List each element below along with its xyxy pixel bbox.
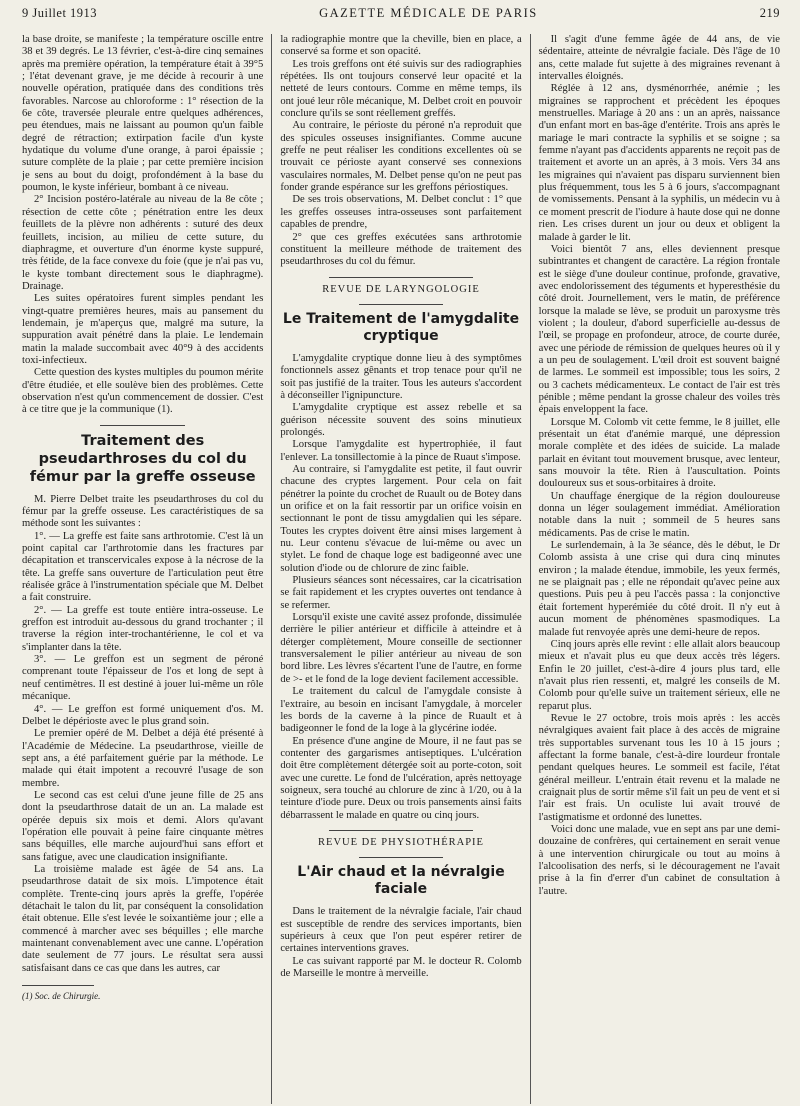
- paragraph: 1°. — La greffe est faite sans arthrotomie. C'est là un point capital car l'arthrotomie dans les fractures par décapitation et transcervicales expose à la nécrose de la tête. La greffe sans ouverture de l'articulation peut être réalisée grâce à l'instrumentation spéciale que M. Delbet a fait construire.: [22, 530, 264, 604]
- paragraph: la base droite, se manifeste ; la température oscille entre 38 et 39 degrés. Le 13 février, c'est-à-dire cinq semaines après ma première opération, la température était à 39°5 ; l'état devenant grave, je me décide à recourir à une nouvelle opération, pratiquée dans des conditions très favorables. Narcose au chloroforme : 1° résection de la 6e côte, traversée pleurale entre quelques adhérences, peu étendues, mais ne laissant au poumon qu'un faible degré de rétraction; extirpation facile d'un kyste hydatique du volume d'une orange, à paroi épaissie ; suture complète de la plaie ; par cette première incision je sens au bout du doigt, profondément à la base du poumon, le kyste inférieur, bombant à ce niveau.: [22, 34, 264, 194]
- text-columns: [22, 34, 780, 1104]
- paragraph: Voici donc une malade, vue en sept ans par une demi-douzaine de confrères, qui certainement en serait venue à une intervention chirurgicale ou tout au moins à l'alcoolisation des nerfs, si le découragement ne l'avait prise à la fin d'errer d'un cabinet de consultation à l'autre.: [538, 824, 780, 897]
- paragraph: Voici bientôt 7 ans, elles deviennent presque subintrantes et changent de caractère. La région frontale est le siège d'une douleur continue, profonde, gravative, avec endolorissement des téguments et hyperesthésie du côté droit. Journellement, vers le matin, de préférence lorsque la malade se lève, se produit un paroxysme très violent ; la douleur, d'abord superficielle au-dessus de l'œil, se propage en profondeur, atroce, de courte durée, avec une période de rémission de quelques heures où il y a un peu de soulagement. L'œil droit est souvent baigné de larmes. Le sommeil est impossible; tous les soirs, 2 ou 3 cachets médicamenteux. Le contact de l'air est très pénible ; même pendant la grosse chaleur des voiles très épais enveloppent la face.: [538, 243, 780, 416]
- article-title-pseudarthroses: Traitement des pseudarthroses du col du fémur par la greffe osseuse: [29, 432, 256, 485]
- paragraph: Dans le traitement de la névralgie faciale, l'air chaud est susceptible de rendre des services importants, bien supérieurs à ceux que l'on peut espérer retirer de certaines interventions graves.: [280, 906, 522, 955]
- paragraph: Lorsque M. Colomb vit cette femme, le 8 juillet, elle présentait un état d'anémie marqué, une dépression morale complète et des idées de suicide. La malade parlait en évitant tout mouvement brusque, avec lenteur, sans mouvoir la tête. Rien à l'auscultation. Points douloureux sus et sous-orbitaires à droite.: [538, 416, 780, 490]
- paragraph: Revue le 27 octobre, trois mois après : les accès névralgiques avaient fait place à des accès de migraine très supportables survenant tous les 10 à 15 jours ; affectant la forme banale, c'est-à-dire lourdeur frontale pendant quelques heures. Le sommeil est facile, l'état général meilleur. L'entrain était revenu et la malade ne craignait plus de sortir même s'il fait un peu de vent et si l'air est frais. Un oculiste lui avait trouvé de l'astigmatisme et ordonné des lunettes.: [538, 712, 780, 823]
- article-title-air-chaud: L'Air chaud et la névralgie faciale: [297, 864, 505, 898]
- column-1: [22, 34, 271, 1104]
- paragraph: Plusieurs séances sont nécessaires, car la cicatrisation se fait rapidement et les cryptes ouvertes ont tendance à se refermer.: [280, 575, 522, 611]
- paragraph: Un chauffage énergique de la région douloureuse donna un léger soulagement immédiat. Amélioration notable dans la nuit ; sommeil de 5 heures sans médicaments. Pas de crise le matin.: [538, 490, 780, 539]
- paragraph: 2° Incision postéro-latérale au niveau de la 8e côte ; résection de cette côte ; pénétration entre les deux feuillets de la plèvre non adhérents : suturé des deux feuillets, incision, au milieu de cette suture, du diaphragme, et ouverture d'un énorme kyste suppuré, très fétide, de la face convexe du foie (que je n'ai pas vu, le kyste tombant directement sous le diaphragme). Drainage.: [22, 194, 264, 292]
- paragraph: Lorsque l'amygdalite est hypertrophiée, il faut l'enlever. La tonsillectomie à la pince de Ruaut s'impose.: [280, 439, 522, 463]
- paragraph: Cette question des kystes multiples du poumon mérite d'être étudiée, et elle soulève bien des problèmes. Cette observation n'est qu'un commencement de dossier. C'est à ce titre que je la communique (1).: [22, 367, 264, 416]
- paragraph: Les trois greffons ont été suivis sur des radiographies répétées. Ils ont toujours conservé leur opacité et la netteté de leurs contours. Comme en même temps, ils ont joué leur rôle mécanique, M. Delbet croit en pouvoir conclure qu'ils se sont réellement greffés.: [280, 58, 522, 120]
- paragraph: La troisième malade est âgée de 54 ans. La pseudarthrose datait de six mois. L'impotence était complète. Trente-cinq jours après la greffe, l'opérée détachait le talon du lit, par conséquent la consolidation était obtenue. Elle s'est levée le soixantième jour ; elle a commencé à marcher avec ses béquilles ; elle marche maintenant convenablement avec une canne. L'opération date seulement de 77 jours. Le résultat sera aussi satisfaisant dans ce cas que dans les autres, car: [22, 863, 264, 974]
- paragraph: Au contraire, le périoste du péroné n'a reproduit que des spicules osseuses insignifiantes. Comme aucune greffe ne peut réaliser les conditions excellentes où se trouvait ce périoste ayant conservé ses connexions vasculaires normales, M. Delbet pense qu'on ne peut pas fonder grande espérance sur les greffons périostiques.: [280, 120, 522, 194]
- paragraph: 2° que ces greffes exécutées sans arthrotomie constituent la meilleure méthode de traitement des pseudarthroses du col du fémur.: [280, 231, 522, 268]
- divider: [359, 857, 443, 858]
- section-heading-laryngologie: REVUE DE LARYNGOLOGIE: [322, 283, 480, 295]
- column-2: [272, 34, 529, 1104]
- divider: [329, 277, 474, 278]
- paragraph: 2°. — La greffe est toute entière intra-osseuse. Le greffon est introduit au-dessous du grand trochanter ; il traverse la région inter-trochantérienne, le col et va s'implanter dans la tête.: [22, 604, 264, 653]
- section-heading-physiotherapie: REVUE DE PHYSIOTHÉRAPIE: [318, 836, 484, 848]
- running-head: [22, 6, 780, 24]
- paragraph: L'amygdalite cryptique est assez rebelle et sa guérison nécessite souvent des soins minutieux prolongés.: [280, 402, 522, 438]
- paragraph: la radiographie montre que la cheville, bien en place, a conservé sa forme et son opacité.: [280, 34, 522, 58]
- issue-date: 9 Juillet 1913: [22, 6, 98, 20]
- divider: [359, 304, 443, 305]
- divider: [100, 425, 184, 426]
- paragraph: Le surlendemain, à la 3e séance, dès le début, le Dr Colomb assista à une crise qui dura cinq minutes environ ; la malade étendue, immobile, les yeux fermés, ne se plaignait pas ; elle ne répondait qu'avec peine aux questions. Puis peu à peu l'accès passa : la conjonctive était fortement hyperémiée du côté droit. Il n'y eut à aucun moment de phénomènes spasmodiques. La malade fut renvoyée après une demi-heure de repos.: [538, 540, 780, 638]
- journal-title: GAZETTE MÉDICALE DE PARIS: [319, 6, 538, 20]
- paragraph: 4°. — Le greffon est formé uniquement d'os. M. Delbet le dépérioste avec le plus grand soin.: [22, 703, 264, 727]
- paragraph: En présence d'une angine de Moure, il ne faut pas se contenter des gargarismes antiseptiques. L'ulcération doit être complètement détergée soit au porte-coton, soit avec une curette. Le fond de l'ulcération, après nettoyage soigneux, sera touché au chlorure de zinc à 1/20, ou à la teinture d'iode pure. Deux ou trois pansements ainsi faits débarrassent le malade en quatre ou cinq jours.: [280, 735, 522, 821]
- footnote-divider: [22, 985, 94, 986]
- paragraph: Le traitement du calcul de l'amygdale consiste à l'extraire, au besoin en incisant l'amygdale, à morceler les bords de la caverne à la pince de Ruault et à badigeonner le fond de la loge à la glycérine iodée.: [280, 686, 522, 735]
- paragraph: Lorsqu'il existe une cavité assez profonde, dissimulée derrière le pilier antérieur et difficile à atteindre et à déterger complètement, Moure conseille de sectionner transversalement le pilier antérieur au niveau de son bord libre. Les lèvres s'écartent l'une de l'autre, en forme de >- et le fond de la loge devient facilement accessible.: [280, 612, 522, 685]
- paragraph: Il s'agit d'une femme âgée de 44 ans, de vie sédentaire, atteinte de névralgie faciale. Dès l'âge de 10 ans, cette malade fut sujette à des migraines revenant à intervalles éloignés.: [538, 34, 780, 83]
- paragraph: Le second cas est celui d'une jeune fille de 25 ans dont la pseudarthrose datait de un an. La malade est opérée depuis six mois et demi. Alors qu'avant l'opération elle pouvait à peine faire cinquante mètres sans béquilles, elle marche aujourd'hui sans effort et sans fatigue, avec une claudication insignifiante.: [22, 789, 264, 863]
- divider: [329, 830, 474, 831]
- footnote: (1) Soc. de Chirurgie.: [22, 991, 101, 1002]
- paragraph: Les suites opératoires furent simples pendant les vingt-quatre premières heures, mais au pansement du lendemain, je m'aperçus que, malgré ma suture, la suppuration avait pénétré dans la plaie. Le lendemain matin la malade succombait avec 40°9 à des accidents toxi-infectieux.: [22, 293, 264, 366]
- paragraph: M. Pierre Delbet traite les pseudarthroses du col du fémur par la greffe osseuse. Les caractéristiques de sa méthode sont les suivantes :: [22, 493, 264, 530]
- paragraph: 3°. — Le greffon est un segment de péroné comprenant toute l'épaisseur de l'os et long de sept à neuf centimètres. Il est destiné à jouer lui-même un rôle mécanique.: [22, 654, 264, 703]
- paragraph: Le cas suivant rapporté par M. le docteur R. Colomb de Marseille le montre à merveille.: [280, 955, 522, 979]
- paragraph: Au contraire, si l'amygdalite est petite, il faut ouvrir chacune des cryptes largement. Pour cela on fait pénétrer la pointe du crochet de Ruault ou de Botey dans un orifice et on la fait ressortir par un orifice voisin en sectionnant le pont de tissu amygdalien qui les sépare. Toutes les cryptes doivent être ainsi mises largement à nu. Leur contenu s'évacue de lui-même ou avec un stylet. Le fond de chaque loge est badigeonné avec une solution d'iode ou de chlorure de zinc faible.: [280, 463, 522, 574]
- column-3: [531, 34, 780, 1104]
- paragraph: De ses trois observations, M. Delbet conclut : 1° que les greffes osseuses intra-osseuses sont parfaitement capables de prendre,: [280, 194, 522, 231]
- paragraph: Cinq jours après elle revint : elle allait alors beaucoup mieux et n'avait plus eu que deux accès très légers. Enfin le 20 juillet, c'est-à-dire 4 jours plus tard, elle n'avait plus rien ressenti, et, malgré les conseils de M. Colomb pour qu'elle suive un traitement sérieux, elle ne reparut plus.: [538, 638, 780, 712]
- article-title-amygdalite: Le Traitement de l'amygdalite cryptique: [282, 310, 520, 344]
- paragraph: L'amygdalite cryptique donne lieu à des symptômes fonctionnels assez gênants et trop tenace pour qu'il ne soit pas justifié de la traiter. Tous les auteurs s'accordent à déconseiller l'ignipuncture.: [280, 352, 522, 401]
- paragraph: Le premier opéré de M. Delbet a déjà été présenté à l'Académie de Médecine. La pseudarthrose, vieille de sept ans, a été parfaitement guérie par la méthode. Le malade qui était impotent a recouvré l'usage de son membre.: [22, 728, 264, 789]
- page-number: 219: [759, 6, 780, 20]
- paragraph: Réglée à 12 ans, dysménorrhée, anémie ; les migraines se rapprochent et précèdent les époques menstruelles. Mariage à 20 ans : un an après, naissance d'un enfant mort en bas-âge d'entérite. Trois ans après le mariage le mari contracte la syphilis et se soigne ; sa femme n'ayant pas d'accidents apparents ne reçoit pas de traitement et avorte un an après, à 3 mois. Vers 34 ans les migraines qui n'avaient pas disparu surviennent bien plus fréquemment, tous les 5 à 6 jours, s'accompagnant de vomissements. Pensant à la syphilis, un médecin vu à ce moment prescrit de l'iodure à haute dose qui ne donne rien. Les crises durent un jour ou deux et obligent la malade à garder le lit.: [538, 83, 780, 243]
